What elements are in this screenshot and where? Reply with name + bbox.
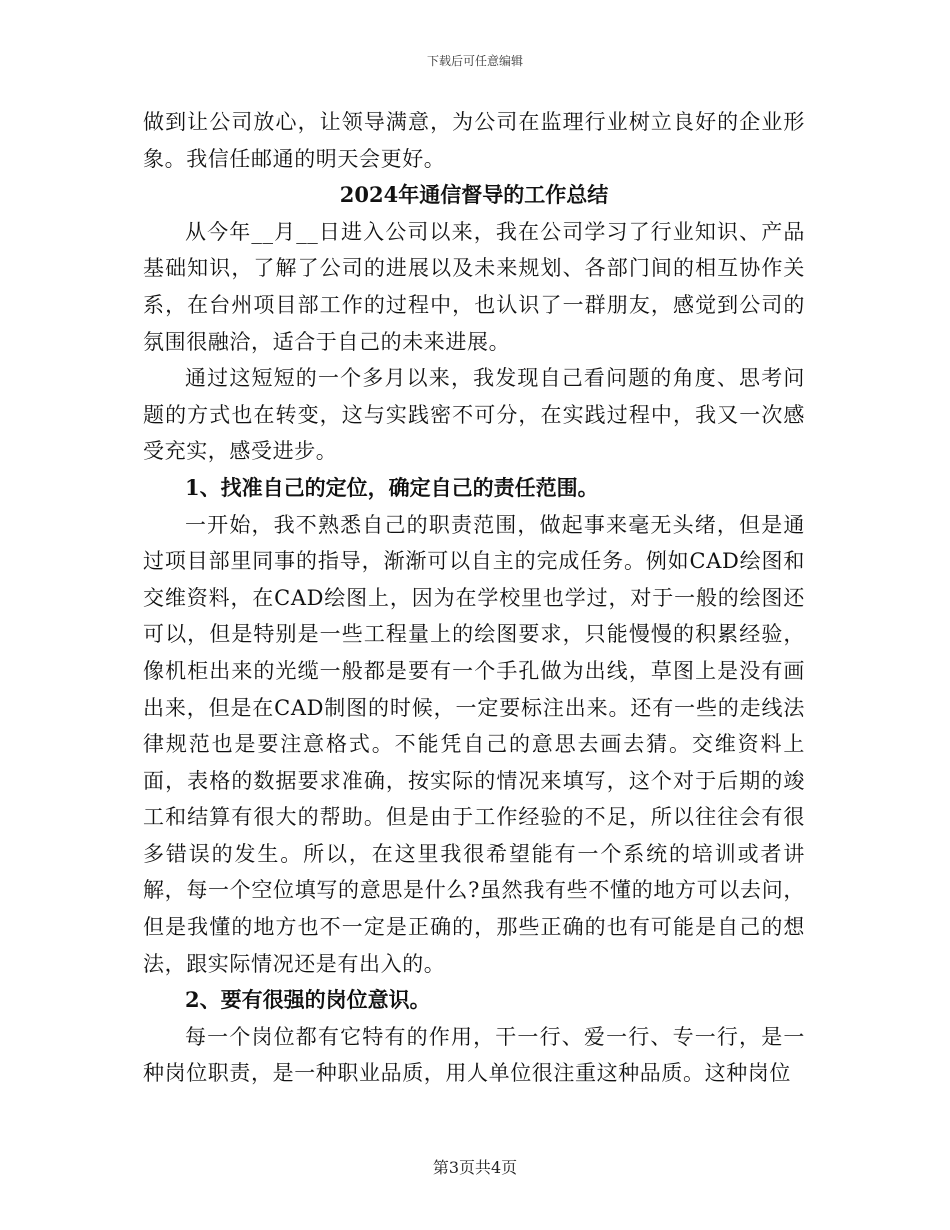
paragraph-1: 从今年__月__日进入公司以来，我在公司学习了行业知识、产品基础知识，了解了公司的进展以及未来规划、各部门间的相互协作关系，在台州项目部工作的过程中，也认识了一群朋友，感觉到公司的氛围很融洽，适合于自己的未来进展。	[143, 219, 805, 354]
continuation-paragraph: 做到让公司放心，让领导满意，为公司在监理行业树立良好的企业形象。我信任邮通的明天会更好。	[143, 110, 805, 171]
paragraph-2: 通过这短短的一个多月以来，我发现自己看问题的角度、思考问题的方式也在转变，这与实践密不可分，在实践过程中，我又一次感受充实，感受进步。	[143, 366, 805, 464]
section-heading-1: 1、找准自己的定位，确定自己的责任范围。	[185, 474, 599, 500]
paragraph-3: 一开始，我不熟悉自己的职责范围，做起事来毫无头绪，但是通过项目部里同事的指导，渐渐可以自主的完成任务。例如CAD绘图和交维资料，在CAD绘图上，因为在学校里也学过，对于一般的绘图还可以，但是特别是一些工程量上的绘图要求，只能慢慢的积累经验，像机柜出来的光缆一般都是要有一个手孔做为出线，草图上是没有画出来，但是在CAD制图的时候，一定要标注出来。还有一些的走线法律规范也是要注意格式。不能凭自己的意思去画去猜。交维资料上面，表格的数据要求准确，按实际的情况来填写，这个对于后期的竣工和结算有很大的帮助。但是由于工作经验的不足，所以往往会有很多错误的发生。所以，在这里我很希望能有一个系统的培训或者讲解，每一个空位填写的意思是什么?虽然我有些不懂的地方可以去问，但是我懂的地方也不一定是正确的，那些正确的也有可能是自己的想法，跟实际情况还是有出入的。	[143, 512, 805, 976]
page-header: 下载后可任意编辑	[426, 54, 523, 68]
document-body	[143, 104, 805, 1092]
document-title: 2024年通信督导的工作总结	[339, 182, 609, 208]
paragraph-4: 每一个岗位都有它特有的作用，干一行、爱一行、专一行，是一种岗位职责，是一种职业品质，用人单位很注重这种品质。这种岗位	[143, 1024, 805, 1086]
section-heading-2: 2、要有很强的岗位意识。	[185, 987, 431, 1013]
page-footer: 第3页共4页	[432, 1158, 518, 1177]
